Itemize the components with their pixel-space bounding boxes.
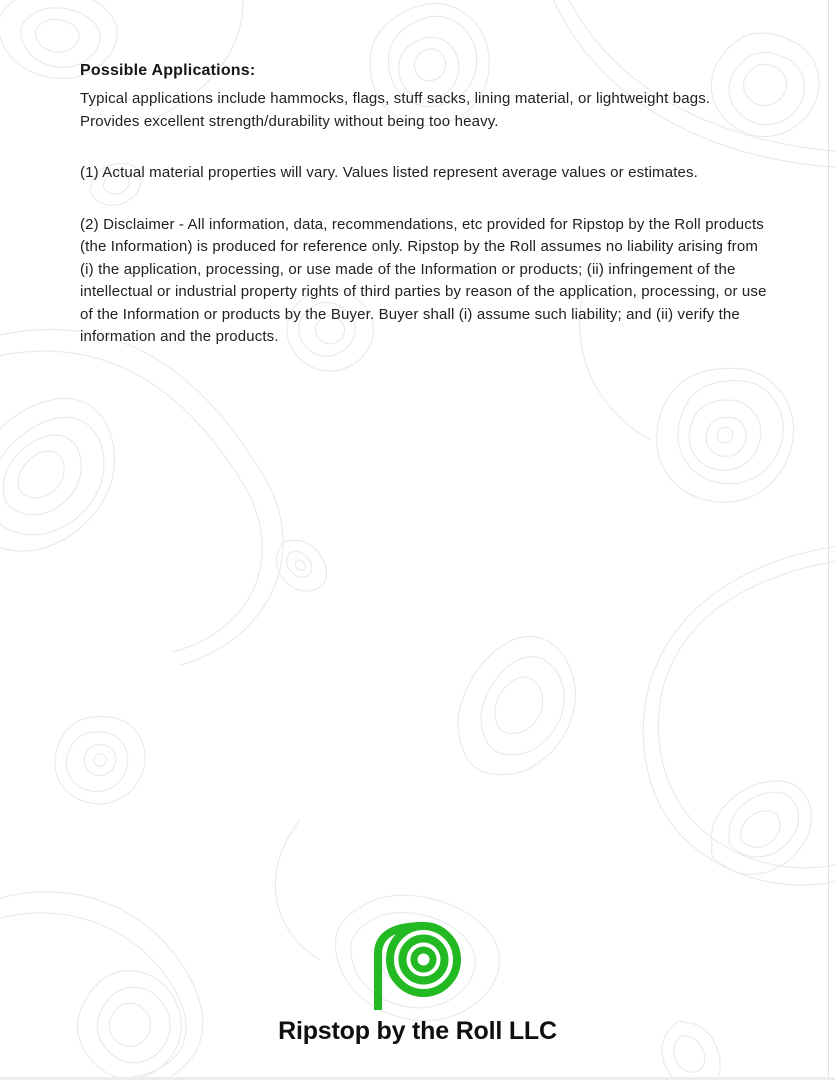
brand-name-text: Ripstop by the Roll LLC [278,1017,557,1045]
logo-strokes [378,926,457,1010]
document-body [0,0,835,378]
disclaimer-paragraph: (2) Disclaimer - All information, data, recommendations, etc provided for Ripstop by the Roll products (the Information) is produced for reference only. Ripstop by the Roll assumes no liability arising from (i) the application, processing, or use made of the Information or products; (ii) infringement of the intellectual or industrial property rights of third parties by reason of the application, processing, or use of the Information or products by the Buyer. Buyer shall (i) assume such liability; and (ii) verify the information and the products. [80,215,767,345]
possible-applications-heading: Possible Applications: [80,62,256,79]
applications-paragraph: Typical applications include hammocks, flags, stuff sacks, lining material, or lightweight bags. Provides excellent strength/durability without being too heavy. [80,90,711,130]
ripstop-roll-logo-icon [374,922,462,1010]
note-1-paragraph: (1) Actual material properties will vary. Values listed represent average values or estimates. [80,164,698,181]
page-edge-right [828,0,829,1080]
brand-footer [0,922,835,1046]
